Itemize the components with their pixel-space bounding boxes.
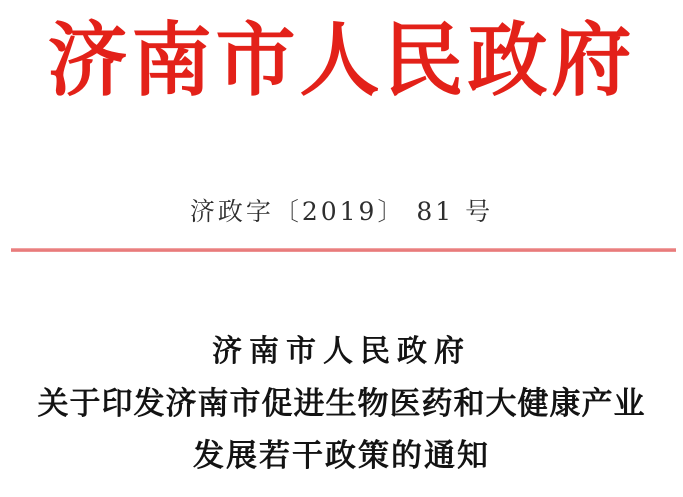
- document-title-line-3: 发展若干政策的通知: [193, 438, 490, 474]
- document-title: [0, 326, 683, 482]
- document-title-line-2: 关于印发济南市促进生物医药和大健康产业: [37, 386, 646, 422]
- red-divider-line: [11, 248, 676, 252]
- agency-masthead: 济南市人民政府: [47, 13, 636, 107]
- document-number: 济政字〔2019〕 81 号: [189, 197, 494, 226]
- document-title-line-1: 济南市人民政府: [212, 334, 471, 369]
